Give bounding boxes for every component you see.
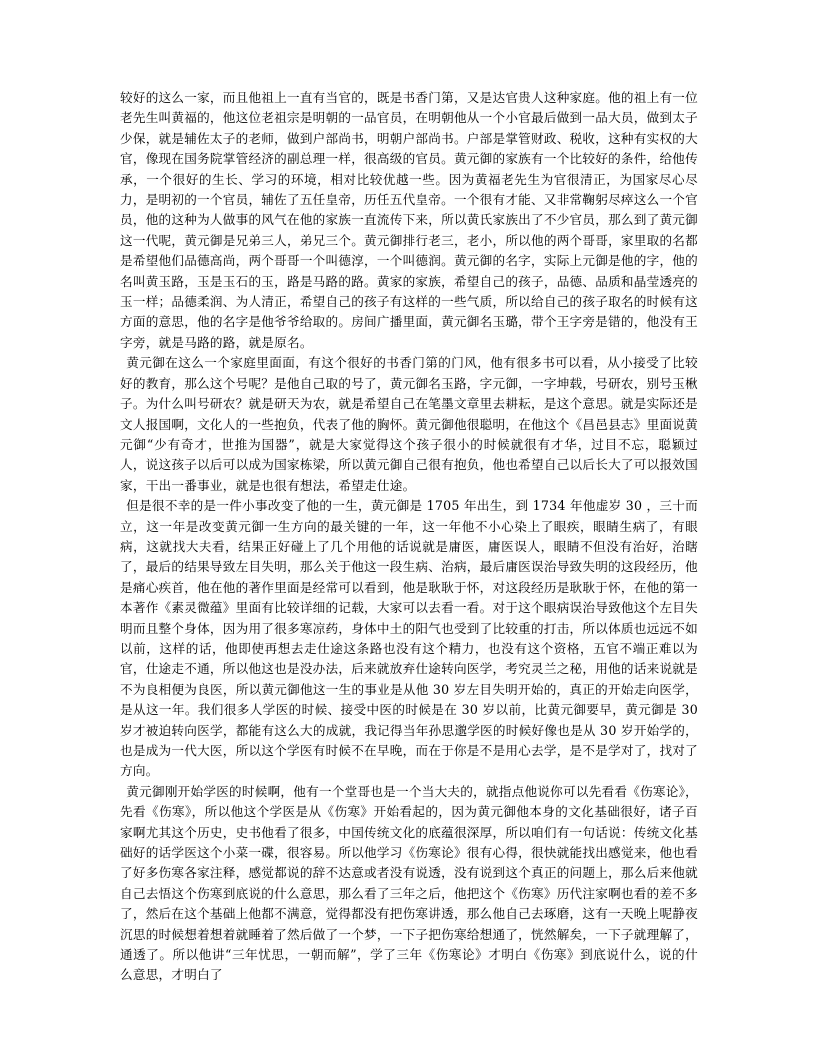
paragraph-2: 黄元御在这么一个家庭里面面，有这个很好的书香门第的门风，他有很多书可以看，从小接受了比较好的教育，那么这个号呢？是他自己取的号了，黄元御名玉路，字元御，一字坤载，号研农，别号玉楸子。为什么叫号研农？就是研天为农，就是希望自己在笔墨文章里去耕耘，是这个意思。就是实际还是文人报国啊，文化人的一些抱负，代表了他的胸怀。黄元御他很聪明，在他这个《昌邑县志》里面说黄元御“少有奇才，世推为国器”，就是大家觉得这个孩子很小的时候就很有才华，过目不忘，聪颖过人，说这孩子以后可以成为国家栋梁，所以黄元御自己很有抱负，他也希望自己以后长大了可以报效国家，干出一番事业，就是也很有想法，希望走仕途。 [120,355,698,493]
paragraph-1: 较好的这么一家，而且他祖上一直有当官的，既是书香门第，又是达官贵人这种家庭。他的祖上有一位老先生叫黄福的，他这位老祖宗是明朝的一品官员，在明朝他从一个小官最后做到一品大员，做到太子少保，就是辅佐太子的老师，做到户部尚书，明朝户部尚书。户部是掌管财政、税收，这种有实权的大官，像现在国务院掌管经济的副总理一样，很高级的官员。黄元御的家族有一个比较好的条件，给他传承，一个很好的生长、学习的环境，相对比较优越一些。因为黄福老先生为官很清正，为国家尽心尽力，是明初的一个官员，辅佐了五任皇帝，历任五代皇帝。一个很有才能、又非常鞠躬尽瘁这么一个官员，他的这种为人做事的风气在他的家族一直流传下来，所以黄氏家族出了不少官员，那么到了黄元御这一代呢，黄元御是兄弟三人，弟兄三个。黄元御排行老三，老小，所以他的两个哥哥，家里取的名都是希望他们品德高尚，两个哥哥一个叫德淳，一个叫德润。黄元御的名字，实际上元御是他的字，他的名叫黄玉路，玉是玉石的玉，路是马路的路。黄家的家族，希望自己的孩子，品德、品质和晶莹透亮的玉一样；品德柔润、为人清正，希望自己的孩子有这样的一些气质，所以给自己的孩子取名的时候有这方面的意思，他的名字是他爷爷给取的。房间广播里面，黄元御名玉璐，带个王字旁是错的，他没有王字旁，就是马路的路，就是原名。 [120,90,698,350]
paragraph-3: 但是很不幸的是一件小事改变了他的一生，黄元御是 1705 年出生，到 1734 年他虚岁 30 ，三十而立，这一年是改变黄元御一生方向的最关键的一年，这一年他不小心染上了眼疾，眼睛生病了，有眼病，这就找大夫看，结果正好碰上了几个用他的话说就是庸医，庸医误人，眼睛不但没有治好，治瞎了，最后的结果导致左目失明，那么关于他这一段生病、治病，最后庸医误治导致失明的这段经历，他是痛心疾首，他在他的著作里面是经常可以看到，他是耿耿于怀，对这段经历是耿耿于怀，在他的第一本著作《素灵微蕴》里面有比较详细的记载，大家可以去看一看。对于这个眼病误治导致他这个左目失明而且整个身体，因为用了很多寒凉药，身体中土的阳气也受到了比较重的打击，所以体质也远远不如以前，这样的话，他即使再想去走仕途这条路也没有这个精力，也没有这个资格，五官不端正难以为官，仕途走不通，所以他这也是没办法，后来就放弃仕途转向医学，考究灵兰之秘，用他的话来说就是不为良相便为良医，所以黄元御他这一生的事业是从他 30 岁左目失明开始的，真正的开始走向医学，是从这一年。我们很多人学医的时候、接受中医的时候是在 30 岁以前，比黄元御要早，黄元御是 30 岁才被迫转向医学，都能有这么大的成就，我记得当年孙思邈学医的时候好像也是从 30 岁开始学的，也是成为一代大医，所以这个学医有时候不在早晚，而在于你是不是用心去学，是不是学对了，找对了方向。 [120,498,698,779]
paragraph-4: 黄元御刚开始学医的时候啊，他有一个堂哥也是一个当大夫的，就指点他说你可以先看看《伤寒论》，先看《伤寒》，所以他这个学医是从《伤寒》开始看起的，因为黄元御他本身的文化基础很好，诸子百家啊尤其这个历史，史书他看了很多，中国传统文化的底蕴很深厚，所以咱们有一句话说：传统文化基础好的话学医这个小菜一碟，很容易。所以他学习《伤寒论》很有心得，很快就能找出感觉来，他也看了好多伤寒各家注释，感觉都说的辞不达意或者没有说透，没有说到这个真正的问题上，那么后来他就自己去悟这个伤寒到底说的什么意思，那么看了三年之后，他把这个《伤寒》历代注家啊也看的差不多了，然后在这个基础上他都不满意，觉得都没有把伤寒讲透，那么他自己去琢磨，这有一天晚上呢静夜沉思的时候想着想着就睡着了然后做了一个梦，一下子把伤寒给想通了，恍然解矣，一下子就理解了，通透了。所以他讲“三年忧思，一朝而解”，学了三年《伤寒论》才明白《伤寒》到底说什么，说的什么意思，才明白了 [120,783,698,983]
document-page [120,88,698,986]
